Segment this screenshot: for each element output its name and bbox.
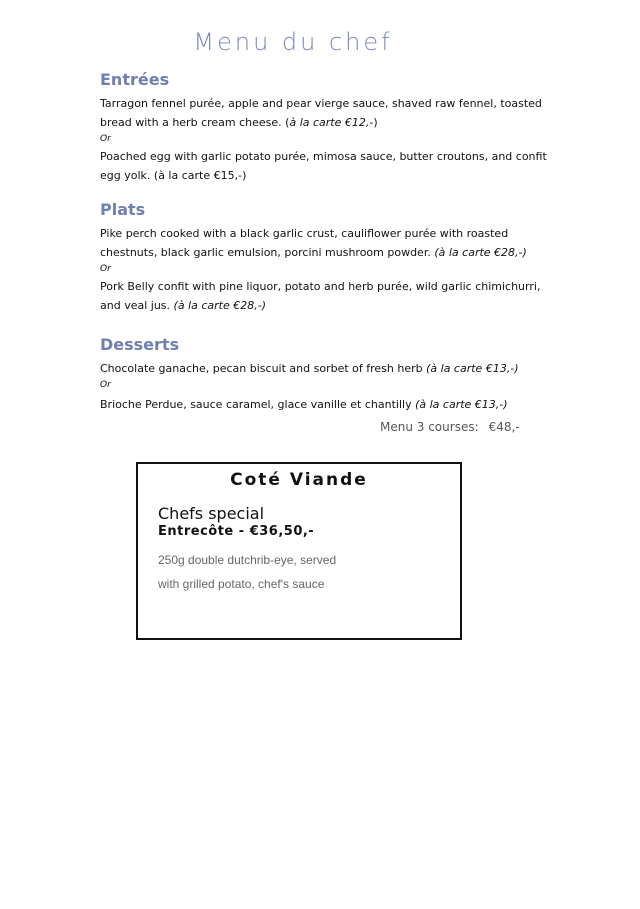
section-plats — [100, 200, 560, 315]
special-desc-line-2: with grilled potato, chef's sauce — [158, 577, 325, 591]
or-separator: Or — [100, 380, 111, 390]
page-title: Menu du chef — [193, 28, 393, 56]
dish-entree-1 — [100, 94, 560, 132]
dish-price: à la carte €12,- — [289, 116, 374, 129]
dish-entree-2 — [100, 147, 560, 185]
dish-text: Brioche Perdue, sauce caramel, glace vanille et chantilly — [100, 398, 412, 411]
special-box — [136, 462, 462, 640]
dish-plat-1 — [100, 224, 560, 262]
special-name: Chefs special — [158, 504, 265, 523]
dish-plat-2 — [100, 277, 560, 315]
dish-price: (à la carte €13,-) — [426, 362, 519, 375]
or-separator: Or — [100, 134, 111, 144]
dish-text: Pork Belly confit with pine liquor, potato and herb purée, wild garlic chimichurri, and veal jus. — [100, 280, 541, 312]
dish-price: (à la carte €28,-) — [434, 246, 527, 259]
menu-price — [380, 420, 520, 434]
dish-dessert-2 — [100, 395, 560, 414]
special-description — [158, 548, 418, 596]
dish-text: Pike perch cooked with a black garlic crust, cauliflower purée with roasted chestnuts, black garlic emulsion, porcini mushroom powder. — [100, 227, 509, 259]
menu-price-value: €48,- — [488, 420, 520, 434]
section-title-plats: Plats — [100, 200, 146, 219]
dish-dessert-1 — [100, 359, 560, 378]
dish-text: Poached egg with garlic potato purée, mimosa sauce, butter croutons, and confit egg yolk. — [100, 150, 547, 182]
dish-price: (à la carte €13,-) — [415, 398, 508, 411]
section-title-desserts: Desserts — [100, 335, 180, 354]
section-entrees — [100, 70, 560, 185]
box-title: Coté Viande — [230, 470, 368, 490]
dish-price: (à la carte €28,-) — [173, 299, 266, 312]
dish-price-open: ( — [285, 116, 290, 129]
dish-price-close: ) — [373, 116, 378, 129]
menu-price-label: Menu 3 courses: — [380, 420, 479, 434]
special-desc-line-1: 250g double dutchrib-eye, served — [158, 553, 337, 567]
section-title-entrees: Entrées — [100, 70, 170, 89]
dish-text: Tarragon fennel purée, apple and pear vierge sauce, shaved raw fennel, toasted bread with a herb cream cheese. — [100, 97, 542, 129]
dish-text: Chocolate ganache, pecan biscuit and sorbet of fresh herb — [100, 362, 423, 375]
special-price: Entrecôte - €36,50,- — [158, 524, 315, 539]
or-separator: Or — [100, 264, 111, 274]
dish-price: (à la carte €15,-) — [153, 169, 247, 182]
section-desserts — [100, 335, 560, 414]
